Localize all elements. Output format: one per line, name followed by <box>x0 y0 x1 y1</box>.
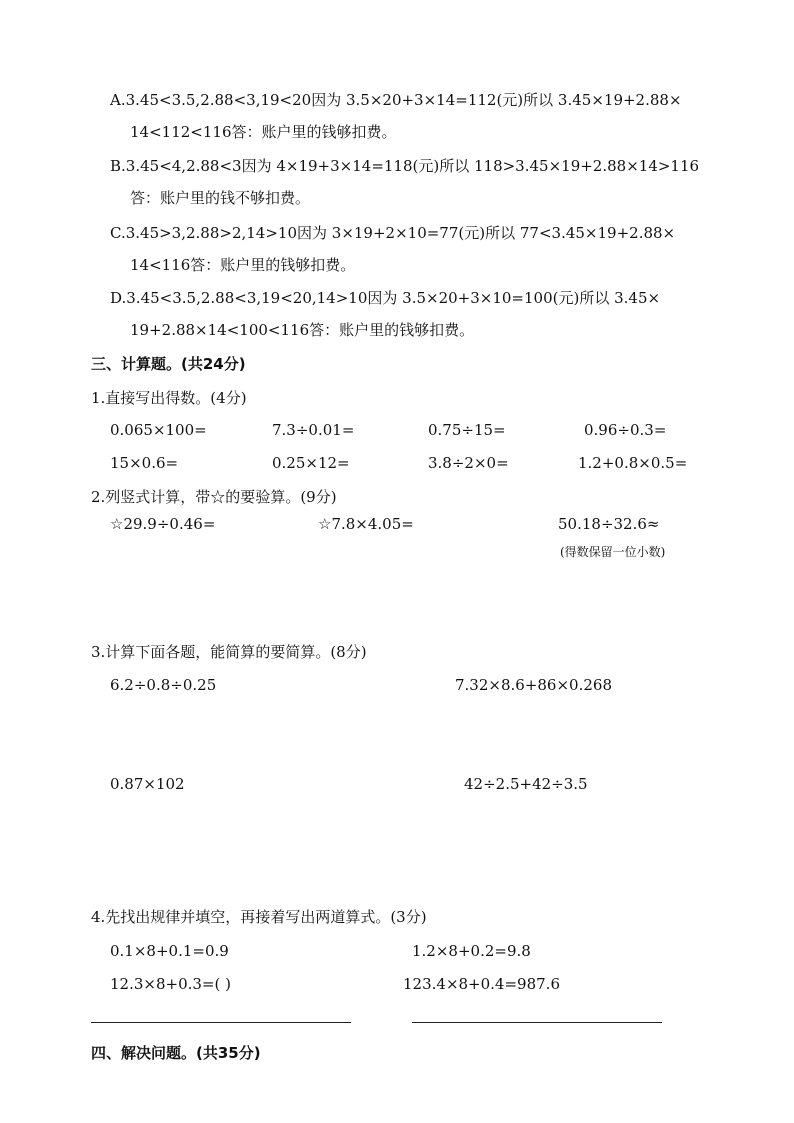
q2-item: ☆7.8×4.05= <box>318 515 414 533</box>
option-c-line2: 14<116答：账户里的钱够扣费。 <box>130 256 356 274</box>
q4-title: 4.先找出规律并填空，再接着写出两道算式。(3分) <box>91 908 427 926</box>
q4-fill-blank: 12.3×8+0.3=( ) <box>110 975 231 993</box>
q1-item: 3.8÷2×0= <box>428 454 509 472</box>
q1-title: 1.直接写出得数。(4分) <box>91 389 247 407</box>
q2-item: 50.18÷32.6≈ <box>558 515 660 533</box>
q4-item: 123.4×8+0.4=987.6 <box>403 975 560 993</box>
section-3-title: 三、计算题。(共24分) <box>91 355 246 373</box>
q3-item: 42÷2.5+42÷3.5 <box>464 775 588 793</box>
option-d-line2: 19+2.88×14<100<116答：账户里的钱够扣费。 <box>130 321 475 339</box>
option-c-line1: C.3.45>3,2.88>2,14>10因为 3×19+2×10=77(元)所以 77<3.45×19+2.88× <box>110 224 676 242</box>
q4-item: 0.1×8+0.1=0.9 <box>110 942 229 960</box>
answer-line <box>412 1022 662 1023</box>
option-a-line1: A.3.45<3.5,2.88<3,19<20因为 3.5×20+3×14=112(元)所以 3.45×19+2.88× <box>110 91 682 109</box>
option-b-line1: B.3.45<4,2.88<3因为 4×19+3×14=118(元)所以 118>3.45×19+2.88×14>116 <box>110 157 700 175</box>
answer-line <box>91 1022 351 1023</box>
option-b-line2: 答：账户里的钱不够扣费。 <box>130 189 311 207</box>
q1-item: 7.3÷0.01= <box>272 421 355 439</box>
q1-item: 0.065×100= <box>110 421 207 439</box>
q2-rounding-note: (得数保留一位小数) <box>560 545 666 559</box>
section-4-title: 四、解决问题。(共35分) <box>91 1044 261 1062</box>
q1-item: 0.96÷0.3= <box>584 421 667 439</box>
q1-item: 0.25×12= <box>272 454 350 472</box>
option-d-line1: D.3.45<3.5,2.88<3,19<20,14>10因为 3.5×20+3×10=100(元)所以 3.45× <box>110 289 661 307</box>
q2-item: ☆29.9÷0.46= <box>110 515 216 533</box>
q3-title: 3.计算下面各题，能简算的要简算。(8分) <box>91 643 367 661</box>
q1-item: 1.2+0.8×0.5= <box>578 454 688 472</box>
q1-item: 0.75÷15= <box>428 421 506 439</box>
q3-item: 0.87×102 <box>110 775 185 793</box>
q2-title: 2.列竖式计算，带☆的要验算。(9分) <box>91 488 337 506</box>
q4-item: 1.2×8+0.2=9.8 <box>412 942 531 960</box>
q3-item: 7.32×8.6+86×0.268 <box>455 676 612 694</box>
option-a-line2: 14<112<116答：账户里的钱够扣费。 <box>130 123 397 141</box>
q3-item: 6.2÷0.8÷0.25 <box>110 676 217 694</box>
q1-item: 15×0.6= <box>110 454 179 472</box>
